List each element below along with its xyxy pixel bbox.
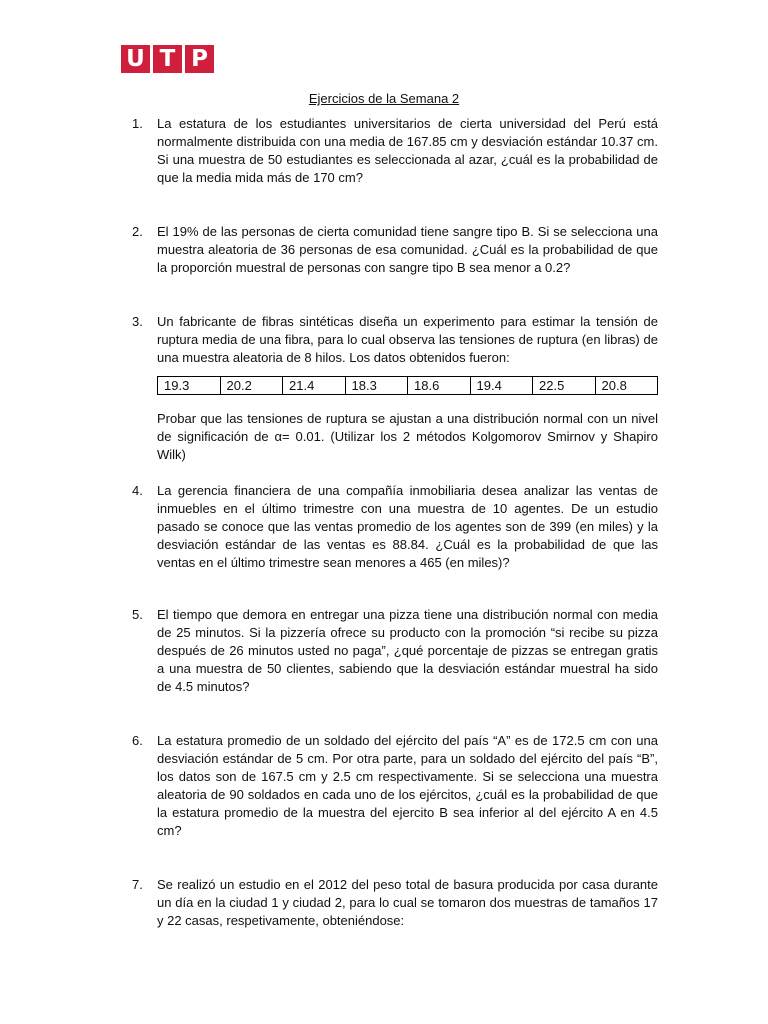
exercise-text: Un fabricante de fibras sintéticas diseña un experimento para estimar la tensión de ruptura media de una fibra, para lo cual observa las tensiones de ruptura (en libras) de una muestra aleatoria de 8 hilos. Los datos obtenidos fueron: xyxy=(157,314,658,365)
exercise-text: La estatura promedio de un soldado del ejército del país “A” es de 172.5 cm con una desviación estándar de 5 cm. Por otra parte, para un soldado del ejército del país “B”, los datos son de 167.5 cm y 2.5 cm respectivamente. Si se selecciona una muestra aleatoria de 90 soldados en cada uno de los ejércitos, ¿cuál es la probabilidad de que la estatura promedio de la muestra del ejercito B sea inferior al del ejército A en 4.5 cm? xyxy=(157,733,658,838)
table-cell: 20.2 xyxy=(220,377,283,395)
exercise-number: 5. xyxy=(132,607,143,622)
table-cell: 22.5 xyxy=(533,377,596,395)
exercise-number: 1. xyxy=(132,116,143,131)
exercise-text: Se realizó un estudio en el 2012 del peso total de basura producida por casa durante un día en la ciudad 1 y ciudad 2, para lo cual se tomaron dos muestras de tamaños 17 y 22 casas, respetivamente, obteniéndose: xyxy=(157,877,658,928)
exercise-number: 4. xyxy=(132,483,143,498)
exercise-text: Probar que las tensiones de ruptura se ajustan a una distribución normal con un nivel de significación de α= 0.01. (Utilizar los 2 métodos Kolgomorov Smirnov y Shapiro Wilk) xyxy=(157,411,658,462)
exercise-number: 7. xyxy=(132,877,143,892)
exercise-text: El 19% de las personas de cierta comunidad tiene sangre tipo B. Si se selecciona una muestra aleatoria de 36 personas de esa comunidad. ¿Cuál es la probabilidad de que la proporción muestral de personas con sangre tipo B sea menor a 0.2? xyxy=(157,224,658,275)
exercise-text: El tiempo que demora en entregar una pizza tiene una distribución normal con media de 25 minutos. Si la pizzería ofrece su producto con la promoción “si recibe su pizza después de 26 minutos usted no paga”, ¿qué porcentaje de pizzas se entregan gratis a una muestra de 50 clientes, sabiendo que la desviación estándar muestral ha sido de 4.5 minutos? xyxy=(157,607,658,694)
exercise-text: La gerencia financiera de una compañía inmobiliaria desea analizar las ventas de inmuebles en el último trimestre con una muestra de 10 agentes. De un estudio pasado se conoce que las ventas promedio de los agentes son de 399 (en miles) y la desviación estándar de las ventas es 88.84. ¿Cuál es la probabilidad de que las ventas en el último trimestre sean menores a 465 (en miles)? xyxy=(157,483,658,570)
table-cell: 20.8 xyxy=(595,377,658,395)
exercise-4 xyxy=(132,482,658,572)
fiber-tension-table xyxy=(157,376,658,395)
exercise-text: La estatura de los estudiantes universitarios de cierta universidad del Perú está normalmente distribuida con una media de 167.85 cm y desviación estándar 10.37 cm. Si una muestra de 50 estudiantes es seleccionada al azar, ¿cuál es la probabilidad de que la media mida más de 170 cm? xyxy=(157,116,658,185)
logo-letter-u: U xyxy=(121,45,150,73)
exercise-5 xyxy=(132,606,658,696)
table-cell: 19.3 xyxy=(158,377,221,395)
exercise-number: 3. xyxy=(132,314,143,329)
exercise-3 xyxy=(132,313,658,367)
logo-letter-p: P xyxy=(185,45,214,73)
exercise-3-continuation xyxy=(132,410,658,464)
table-cell: 18.6 xyxy=(408,377,471,395)
utp-logo xyxy=(121,45,214,73)
exercise-6 xyxy=(132,732,658,840)
exercise-number: 6. xyxy=(132,733,143,748)
table-cell: 19.4 xyxy=(470,377,533,395)
logo-letter-t: T xyxy=(153,45,182,73)
exercise-7 xyxy=(132,876,658,930)
table-cell: 18.3 xyxy=(345,377,408,395)
table-cell: 21.4 xyxy=(283,377,346,395)
page-title: Ejercicios de la Semana 2 xyxy=(308,91,460,106)
exercise-2 xyxy=(132,223,658,277)
exercise-number: 2. xyxy=(132,224,143,239)
table-row xyxy=(158,377,658,395)
exercise-1 xyxy=(132,115,658,187)
